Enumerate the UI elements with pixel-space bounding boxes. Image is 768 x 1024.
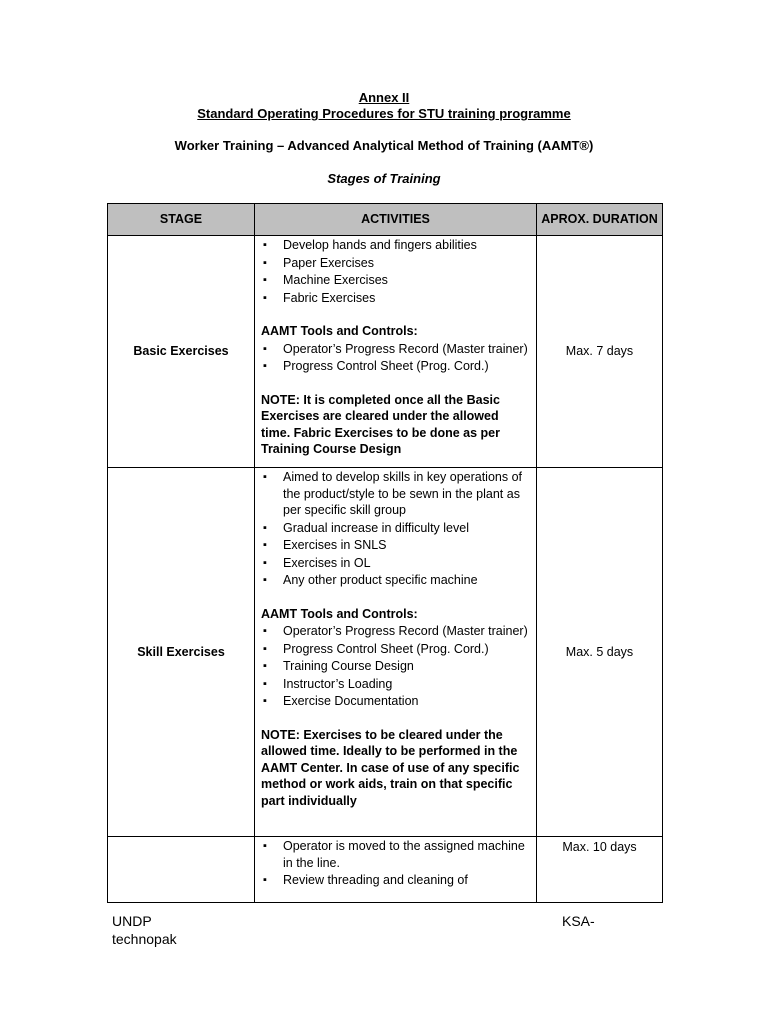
list-item: ▪ Operator is moved to the assigned machine in the line. — [261, 838, 530, 871]
list-item: ▪ Review threading and cleaning of — [261, 872, 530, 889]
note-text: NOTE: Exercises to be cleared under the allowed time. Ideally to be performed in the AAMT Center. In case of use of any specific method or work aids, train on that specific part individually — [261, 727, 520, 808]
list-item: ▪ Progress Control Sheet (Prog. Cord.) — [261, 358, 530, 375]
worker-training-heading: Worker Training – Advanced Analytical Method of Training (AAMT®) — [174, 138, 594, 153]
table-header-row — [108, 204, 663, 236]
note-text: NOTE: It is completed once all the Basic Exercises are cleared under the allowed time. Fabric Exercises to be done as per Training Course Design — [261, 392, 500, 456]
list-item: ▪ Progress Control Sheet (Prog. Cord.) — [261, 641, 530, 658]
list-item: ▪ Training Course Design — [261, 658, 530, 675]
list-item: ▪ Exercise Documentation — [261, 693, 530, 710]
activities-list — [261, 838, 530, 889]
activities-cell — [255, 837, 537, 903]
list-item: ▪ Aimed to develop skills in key operations of the product/style to be sewn in the plant as per specific skill group — [261, 469, 530, 519]
activities-list — [261, 237, 530, 306]
tools-list — [261, 341, 530, 375]
footer-left-line1: UNDP — [112, 913, 152, 929]
table-row-basic-exercises — [108, 236, 663, 468]
list-item: ▪ Machine Exercises — [261, 272, 530, 289]
stages-of-training-heading: Stages of Training — [327, 171, 441, 186]
document-subtitle: Standard Operating Procedures for STU training programme — [197, 106, 571, 121]
annex-title: Annex II — [358, 90, 410, 105]
list-item: ▪ Paper Exercises — [261, 255, 530, 272]
tools-heading: AAMT Tools and Controls: — [261, 324, 418, 338]
footer-right: KSA- — [562, 913, 595, 929]
footer-left-line2: technopak — [112, 931, 177, 947]
column-header-activities: ACTIVITIES — [255, 204, 537, 236]
activities-cell — [255, 236, 537, 468]
list-item: ▪ Instructor’s Loading — [261, 676, 530, 693]
column-header-stage: STAGE — [108, 204, 255, 236]
activities-cell — [255, 468, 537, 837]
stage-cell: Skill Exercises — [108, 468, 255, 837]
tools-heading: AAMT Tools and Controls: — [261, 606, 418, 621]
list-item: ▪ Gradual increase in difficulty level — [261, 520, 530, 537]
training-stages-table — [107, 203, 663, 903]
stage-cell: Basic Exercises — [108, 236, 255, 468]
duration-cell: Max. 5 days — [537, 468, 663, 837]
list-item: ▪ Fabric Exercises — [261, 290, 530, 307]
list-item: ▪ Exercises in OL — [261, 555, 530, 572]
column-header-duration: APROX. DURATION — [537, 204, 663, 236]
duration-cell: Max. 7 days — [537, 236, 663, 468]
list-item: ▪ Develop hands and fingers abilities — [261, 237, 530, 254]
duration-cell: Max. 10 days — [537, 837, 663, 903]
activities-list — [261, 469, 530, 589]
list-item: ▪ Exercises in SNLS — [261, 537, 530, 554]
list-item: ▪ Operator’s Progress Record (Master trainer) — [261, 341, 530, 358]
list-item: ▪ Operator’s Progress Record (Master trainer) — [261, 623, 530, 640]
stage-cell — [108, 837, 255, 903]
list-item: ▪ Any other product specific machine — [261, 572, 530, 589]
tools-list — [261, 623, 530, 710]
table-row-skill-exercises — [108, 468, 663, 837]
table-row-partial — [108, 837, 663, 903]
